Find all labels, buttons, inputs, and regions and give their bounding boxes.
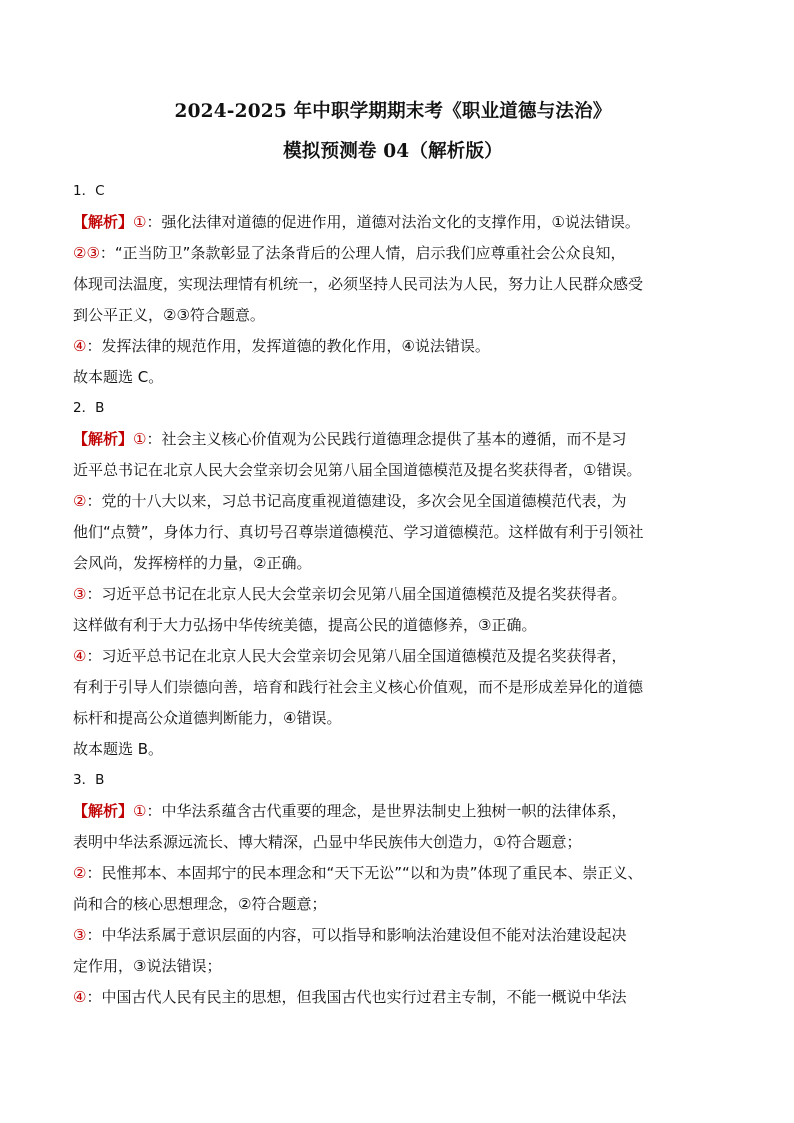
document-subtitle: 模拟预测卷 04（解析版）: [283, 141, 503, 162]
line-text: ：中华法系蕴含古代重要的理念，是世界法制史上独树一帜的法律体系，: [146, 802, 627, 820]
line-text: 故本题选 B。: [73, 740, 164, 758]
text-line: [73, 300, 713, 331]
text-line: [73, 579, 713, 610]
line-text: 他们“点赞”，身体力行、真切号召尊崇道德模范、学习道德模范。这样做有利于引领社: [73, 523, 644, 541]
text-line: [73, 982, 713, 1013]
line-text: 1．C: [73, 183, 105, 199]
text-line: [73, 703, 713, 734]
text-line: [73, 951, 713, 982]
text-line: [73, 517, 713, 548]
option-marker: ②: [73, 492, 87, 510]
text-line: [73, 920, 713, 951]
line-text: ：党的十八大以来，习总书记高度重视道德建设，多次会见全国道德模范代表，为: [86, 492, 627, 510]
option-marker: ③: [73, 585, 87, 603]
option-marker: ④: [73, 337, 87, 355]
document-title: 2024-2025 年中职学期期末考《职业道德与法治》: [174, 101, 612, 122]
text-line: [73, 486, 713, 517]
line-text: 体现司法温度，实现法理情有机统一，必须坚持人民司法为人民，努力让人民群众感受: [73, 275, 644, 293]
line-text: 标杆和提高公众道德判断能力，④错误。: [73, 709, 342, 727]
option-marker: ④: [73, 988, 87, 1006]
text-line: [73, 548, 713, 579]
text-line: [73, 796, 713, 827]
text-line: [73, 362, 713, 393]
line-text: 定作用，③说法错误；: [73, 957, 222, 975]
analysis-label: 【解析】: [73, 213, 134, 231]
option-marker: ②③: [73, 244, 100, 262]
line-text: 会风尚，发挥榜样的力量，②正确。: [73, 554, 312, 572]
line-text: 到公平正义，②③符合题意。: [73, 306, 265, 324]
line-text: 有利于引导人们崇德向善，培育和践行社会主义核心价值观，而不是形成差异化的道德: [73, 678, 644, 696]
text-line: [73, 207, 713, 238]
answer-body: [73, 176, 713, 1013]
line-text: ：习近平总书记在北京人民大会堂亲切会见第八届全国道德模范及提名奖获得者，: [86, 647, 627, 665]
line-text: ：习近平总书记在北京人民大会堂亲切会见第八届全国道德模范及提名奖获得者。: [86, 585, 627, 603]
line-text: 近平总书记在北京人民大会堂亲切会见第八届全国道德模范及提名奖获得者，①错误。: [73, 461, 642, 479]
text-line: [73, 827, 713, 858]
text-line: [73, 455, 713, 486]
option-marker: ①: [133, 430, 147, 448]
line-text: ：中国古代人民有民主的思想，但我国古代也实行过君主专制，不能一概说中华法: [86, 988, 627, 1006]
text-line: [73, 393, 713, 424]
option-marker: ①: [133, 213, 147, 231]
text-line: [73, 269, 713, 300]
document-page: [73, 100, 713, 1013]
line-text: ：发挥法律的规范作用，发挥道德的教化作用，④说法错误。: [86, 337, 490, 355]
line-text: 故本题选 C。: [73, 368, 164, 386]
text-line: [73, 734, 713, 765]
option-marker: ②: [73, 864, 87, 882]
analysis-label: 【解析】: [73, 430, 134, 448]
option-marker: ④: [73, 647, 87, 665]
line-text: ：强化法律对道德的促进作用，道德对法治文化的支撑作用，①说法错误。: [146, 213, 640, 231]
text-line: [73, 238, 713, 269]
line-text: 2．B: [73, 400, 105, 416]
text-line: [73, 424, 713, 455]
text-line: [73, 858, 713, 889]
text-line: [73, 176, 713, 207]
line-text: ：社会主义核心价值观为公民践行道德理念提供了基本的遵循，而不是习: [146, 430, 627, 448]
option-marker: ①: [133, 802, 147, 820]
text-line: [73, 672, 713, 703]
analysis-label: 【解析】: [73, 802, 134, 820]
text-line: [73, 889, 713, 920]
line-text: 表明中华法系源远流长、博大精深，凸显中华民族伟大创造力，①符合题意；: [73, 833, 582, 851]
text-line: [73, 610, 713, 641]
line-text: ：中华法系属于意识层面的内容，可以指导和影响法治建设但不能对法治建设起决: [86, 926, 627, 944]
line-text: 尚和合的核心思想理念，②符合题意；: [73, 895, 327, 913]
line-text: 这样做有利于大力弘扬中华传统美德，提高公民的道德修养，③正确。: [73, 616, 537, 634]
line-text: 3．B: [73, 772, 105, 788]
line-text: ：“正当防卫”条款彰显了法条背后的公理人情，启示我们应尊重社会公众良知，: [99, 244, 626, 262]
option-marker: ③: [73, 926, 87, 944]
text-line: [73, 765, 713, 796]
line-text: ：民惟邦本、本固邦宁的民本理念和“天下无讼”“以和为贵”体现了重民本、崇正义、: [86, 864, 643, 882]
text-line: [73, 641, 713, 672]
text-line: [73, 331, 713, 362]
